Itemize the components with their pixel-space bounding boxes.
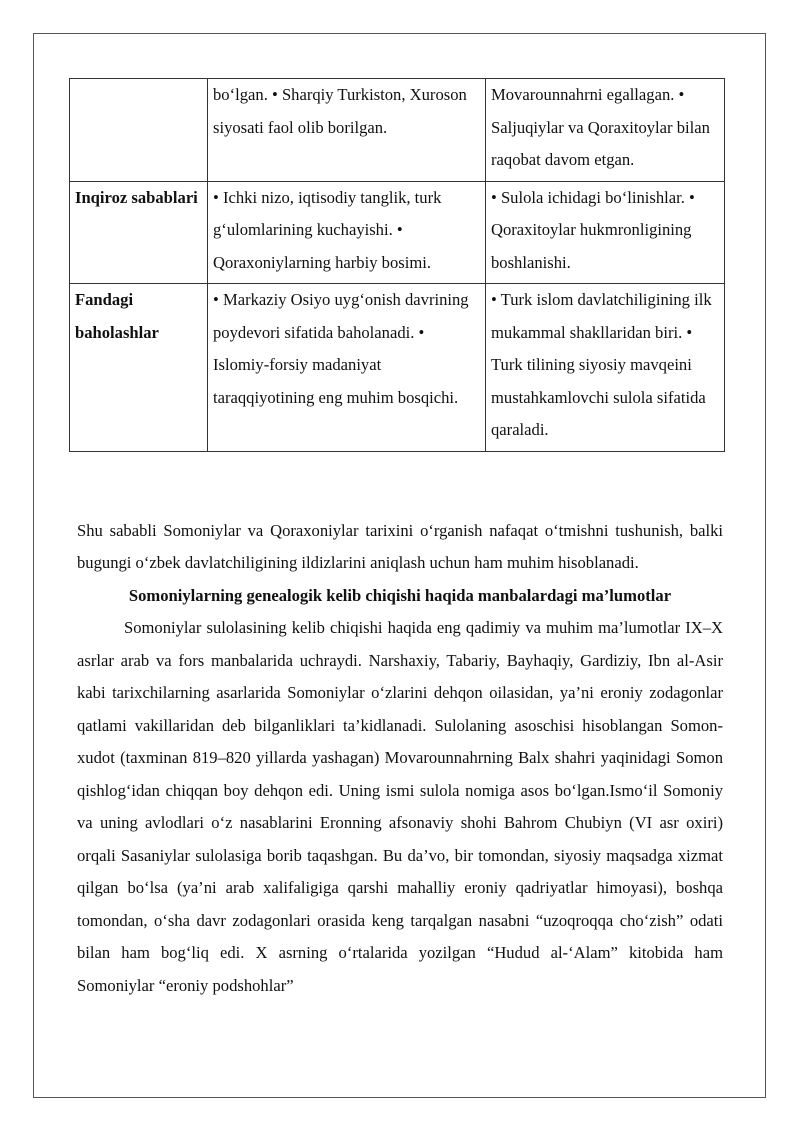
paragraph: Shu sababli Somoniylar va Qoraxoniylar tarixini o‘rganish nafaqat o‘tmishni tushunish, balki bugungi o‘zbek davlatchiligining ildizlarini aniqlash uchun ham muhim hisoblanadi. (77, 520, 723, 572)
table-cell: • Sulola ichidagi bo‘linishlar. • Qoraxitoylar hukmronligining boshlanishi. (486, 181, 725, 284)
section-heading: Somoniylarning genealogik kelib chiqishi haqida manbalardagi ma’lumotlar (128, 585, 672, 605)
table-cell: bo‘lgan. • Sharqiy Turkiston, Xuroson siyosati faol olib borilgan. (208, 79, 486, 182)
document-body (77, 78, 723, 1002)
table-row (70, 284, 725, 452)
comparison-table (69, 78, 725, 452)
table-cell: Movarounnahrni egallagan. • Saljuqiylar va Qoraxitoylar bilan raqobat davom etgan. (486, 79, 725, 182)
row-label: Inqiroz sabablari (70, 181, 208, 284)
table-row (70, 181, 725, 284)
row-label (70, 79, 208, 182)
table-cell: • Markaziy Osiyo uyg‘onish davrining poydevori sifatida baholanadi. • Islomiy-forsiy madaniyat taraqqiyotining eng muhim bosqichi. (208, 284, 486, 452)
table-cell: • Turk islom davlatchiligining ilk mukammal shakllaridan biri. • Turk tilining siyosiy mavqeini mustahkamlovchi sulola sifatida qaraladi. (486, 284, 725, 452)
table-cell: • Ichki nizo, iqtisodiy tanglik, turk g‘ulomlarining kuchayishi. • Qoraxoniylarning harbiy bosimi. (208, 181, 486, 284)
table-row (70, 79, 725, 182)
paragraph: Somoniylar sulolasining kelib chiqishi haqida eng qadimiy va muhim ma’lumotlar IX–X asrlar arab va fors manbalarida uchraydi. Narshaxiy, Tabariy, Bayhaqiy, Gardiziy, Ibn al-Asir kabi tarixchilarning asarlarida Somoniylar o‘zlarini dehqon oilasidan, ya’ni eroniy zodagonlar qatlami vakillaridan deb bilganliklari ta’kidlanadi. Sulolaning asoschisi hisoblangan Somon-xudot (taxminan 819–820 yillarda yashagan) Movarounnahrning Balx shahri yaqinidagi Somon qishlog‘idan chiqqan boy dehqon edi. Uning ismi sulola nomiga asos bo‘lgan.Ismo‘il Somoniy va uning avlodlari o‘z nasablarini Eronning afsonaviy shohi Bahrom Chubiyn (VI asr oxiri) orqali Sasaniylar sulolasiga borib taqashgan. Bu da’vo, bir tomondan, siyosiy maqsadga xizmat qilgan bo‘lsa (ya’ni arab xalifaligiga qarshi mahalliy eroniy qadriyatlar himoyasi), boshqa tomondan, o‘sha davr zodagonlari orasida keng tarqalgan nasabni “uzoqroqqa cho‘zish” odati bilan ham bog‘liq edi. X asrning o‘rtalarida yozilgan “Hudud al-‘Alam” kitobida ham Somoniylar “eroniy podshohlar” (77, 618, 723, 995)
row-label: Fandagi baholashlar (70, 284, 208, 452)
